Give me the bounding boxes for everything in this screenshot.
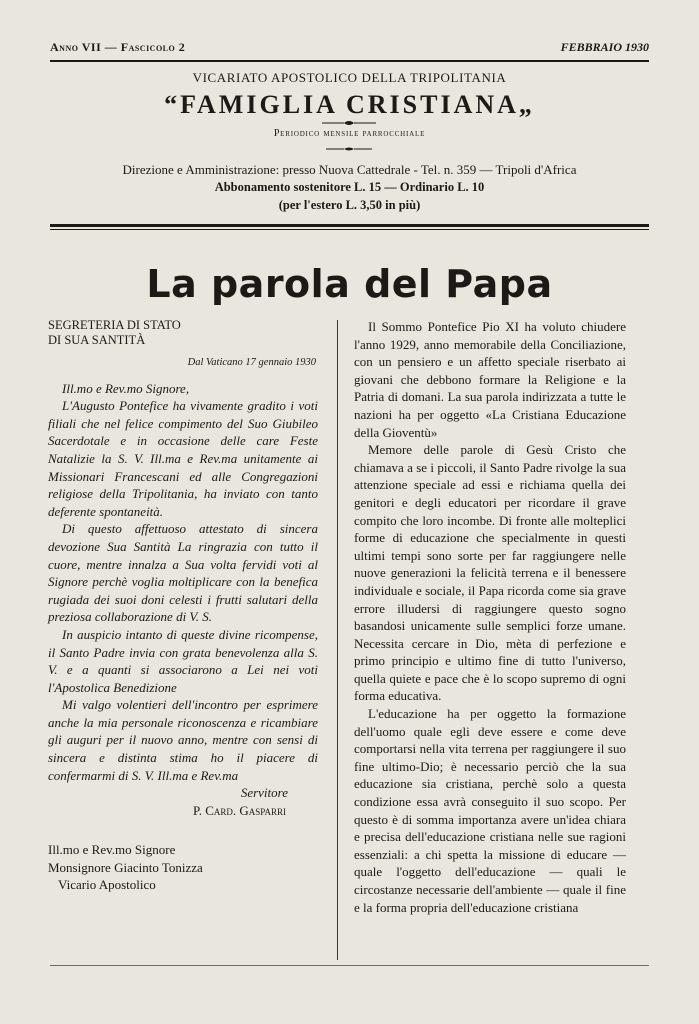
masthead-rule-thin xyxy=(50,229,649,230)
letter-date: Dal Vaticano 17 gennaio 1930 xyxy=(187,357,316,368)
letter-closing: Servitore xyxy=(240,785,288,801)
issue-number: Anno VII — Fascicolo 2 xyxy=(50,40,186,54)
letter-paragraph: Mi valgo volentieri dell'incontro per esprimere anche la mia personale riconoscenza e ricambiare gli auguri per il nuovo anno, mentre con sensi di sincera e distinta stima ho il piacere di confermarmi di S. V. Ill.ma e Rev.ma xyxy=(48,697,318,783)
letter-greeting: Ill.mo e Rev.mo Signore, xyxy=(62,380,190,396)
addressee-line: Vicario Apostolico xyxy=(58,877,156,893)
sender-line: DI SUA SANTITÀ xyxy=(48,333,146,347)
letter-body xyxy=(48,380,318,785)
bottom-rule xyxy=(50,965,649,966)
magazine-subtitle: Periodico mensile parrocchiale xyxy=(273,128,426,139)
addressee-line: Ill.mo e Rev.mo Signore xyxy=(48,842,176,858)
headline: La parola del Papa xyxy=(146,262,553,306)
masthead-rule-thick xyxy=(50,224,649,227)
top-rule xyxy=(50,60,649,62)
ornament-divider xyxy=(320,119,378,127)
letter-paragraph: In auspicio intanto di queste divine ricompense, il Santo Padre invia con grata benevolenza alla S. V. e a quanti si associarono a Lei nei voti l'Apostolica Benedizione xyxy=(48,626,318,695)
magazine-title: “FAMIGLIA CRISTIANA„ xyxy=(164,90,535,119)
ornament-divider xyxy=(320,145,378,153)
estero-line: (per l'estero L. 3,50 in più) xyxy=(278,198,421,212)
left-column xyxy=(48,318,318,894)
article-paragraph: Memore delle parole di Gesù Cristo che chiamava a se i piccoli, il Santo Padre rivolge la sua attenzione speciale ad essi e richiama quella dei genitori e degli educatori per ricordare il grave compito che loro incombe. Di fronte alle molteplici forme di educazione che specialmente in questi ultimi tempi sono sorte per far raggiungere nelle nuove generazioni la felicità terrena e il benessere individuale e sociale, il Papa ricorda come sia grave errore illudersi di raggiungere questo sogno basandosi unicamente sulle semplici forze umane. Necessita cercare in Dio, mèta di perfezione e primo principio e ultimo fine di tutto l'universo, quella quiete e pace che è lo scopo supremo di ogni forma educativa. xyxy=(354,442,626,704)
article-paragraph: Il Sommo Pontefice Pio XI ha voluto chiudere l'anno 1929, anno memorabile della Conciliazione, con un pensiero e un affetto speciale riserbato ai giovani che debbono formare la Religione e la Patria di domani. La sua parola indirizzata a tutte le nazioni ha per oggetto «La Cristiana Educazione della Gioventù» xyxy=(354,319,626,440)
letter-paragraph: Di questo affettuoso attestato di sincera devozione Sua Santità La ringrazia con tutto il cuore, mentre innalza a Sua volta fervidi voti al Signore perchè voglia moltiplicare con la benefica rugiada dei suoi doni celesti i frutti salutari della preziosa collaborazione di V. S. xyxy=(48,521,318,625)
running-head xyxy=(50,40,649,56)
addressee-block xyxy=(48,841,318,893)
right-column xyxy=(354,318,626,916)
article-paragraph: L'educazione ha per oggetto la formazione dell'uomo quale egli deve essere e come deve comportarsi nella vita terrena per raggiungere il suo fine ultimo-Dio; è necessario perciò che la sua educazione sia cristiana, perchè solo a questa condizione essa avrà conseguito il suo scopo. Per questo è di somma importanza avere un'idea chiara e precisa dell'educazione cristiana nelle sue ragioni essenziali: a chi spetta la missione di educare — quale l'oggetto dell'educazione — quali le circostanze necessarie dell'ambiente — quale il fine e la forma propria dell'educazione cristiana xyxy=(354,706,626,915)
abbonamento-line: Abbonamento sostenitore L. 15 — Ordinario L. 10 xyxy=(214,180,485,194)
direzione-line: Direzione e Amministrazione: presso Nuova Cattedrale - Tel. n. 359 — Tripoli d'Africa xyxy=(122,162,577,177)
addressee-line: Monsignore Giacinto Tonizza xyxy=(48,859,203,875)
column-divider xyxy=(337,320,338,960)
sender-line: SEGRETERIA DI STATO xyxy=(48,318,181,332)
issue-date: FEBBRAIO 1930 xyxy=(560,40,649,54)
vicariato-line: VICARIATO APOSTOLICO DELLA TRIPOLITANIA xyxy=(192,70,507,85)
letter-paragraph: L'Augusto Pontefice ha vivamente gradito i voti filiali che nel felice compimento del Suo Giubileo Sacerdotale e in occasione delle care Feste Natalizie la S. V. Ill.ma e Rev.ma unitamente ai Missionari Francescani ed alle Congregazioni religiose della Tripolitania, ha inviato con tanto deferente spontaneità. xyxy=(48,398,318,519)
letter-signature: P. Card. Gasparri xyxy=(192,802,286,818)
